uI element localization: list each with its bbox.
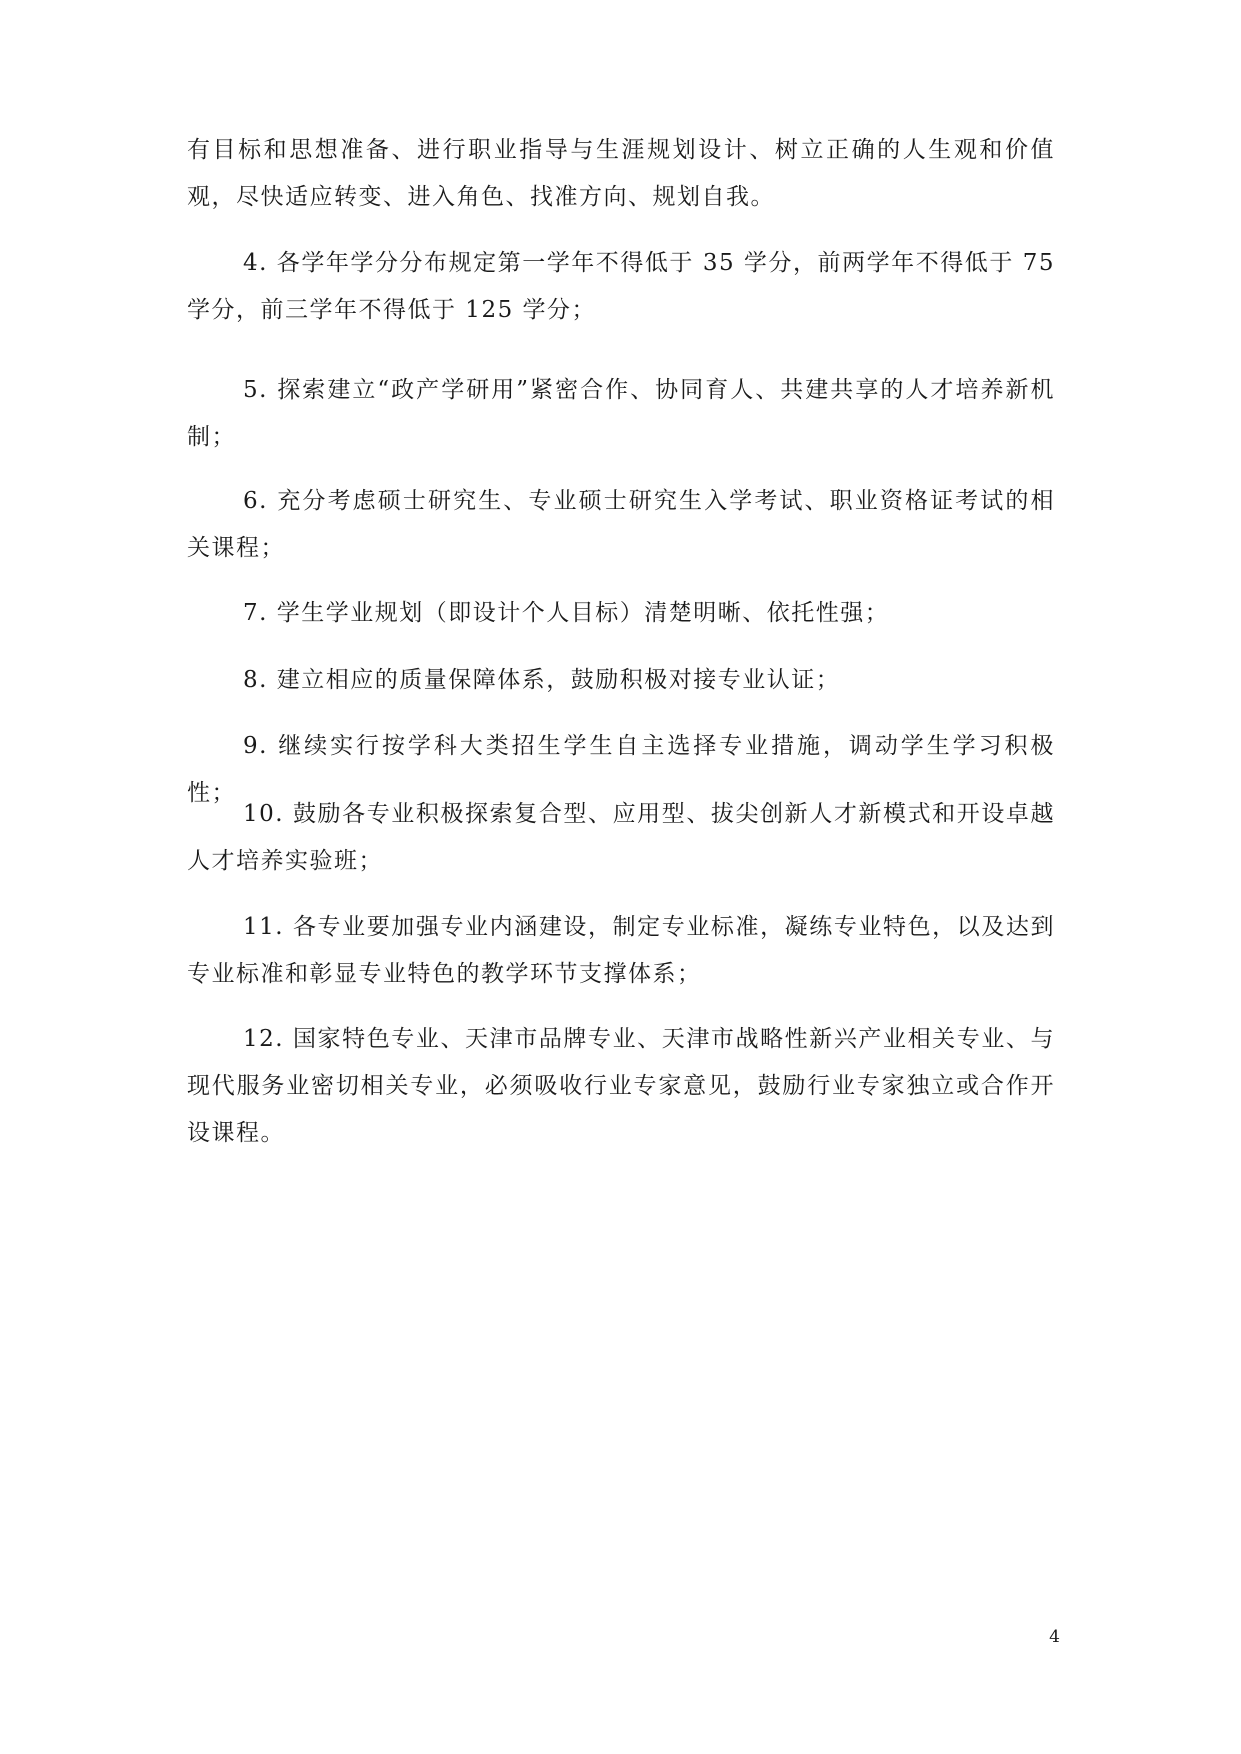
paragraph-item-12: 12. 国家特色专业、天津市品牌专业、天津市战略性新兴产业相关专业、与现代服务业密切相关专业，必须吸收行业专家意见，鼓励行业专家独立或合作开设课程。 <box>187 1026 1055 1146</box>
paragraph-continuation: 有目标和思想准备、进行职业指导与生涯规划设计、树立正确的人生观和价值观，尽快适应转变、进入角色、找准方向、规划自我。 <box>187 137 1055 210</box>
paragraph-item-10: 10. 鼓励各专业积极探索复合型、应用型、拔尖创新人才新模式和开设卓越人才培养实验班； <box>187 801 1055 874</box>
page-number: 4 <box>1049 1627 1060 1647</box>
paragraph-item-4: 4. 各学年学分分布规定第一学年不得低于 35 学分，前两学年不得低于 75 学分，前三学年不得低于 125 学分； <box>187 250 1055 323</box>
paragraph-item-9: 9. 继续实行按学科大类招生学生自主选择专业措施，调动学生学习积极性； <box>187 733 1055 806</box>
paragraph-item-6: 6. 充分考虑硕士研究生、专业硕士研究生入学考试、职业资格证考试的相关课程； <box>187 488 1055 561</box>
paragraph-item-7: 7. 学生学业规划（即设计个人目标）清楚明晰、依托性强； <box>243 600 890 626</box>
paragraph-item-8: 8. 建立相应的质量保障体系，鼓励积极对接专业认证； <box>243 667 841 693</box>
paragraph-item-5: 5. 探索建立“政产学研用”紧密合作、协同育人、共建共享的人才培养新机制； <box>187 377 1055 450</box>
paragraph-item-11: 11. 各专业要加强专业内涵建设，制定专业标准，凝练专业特色，以及达到专业标准和彰显专业特色的教学环节支撑体系； <box>187 914 1055 987</box>
